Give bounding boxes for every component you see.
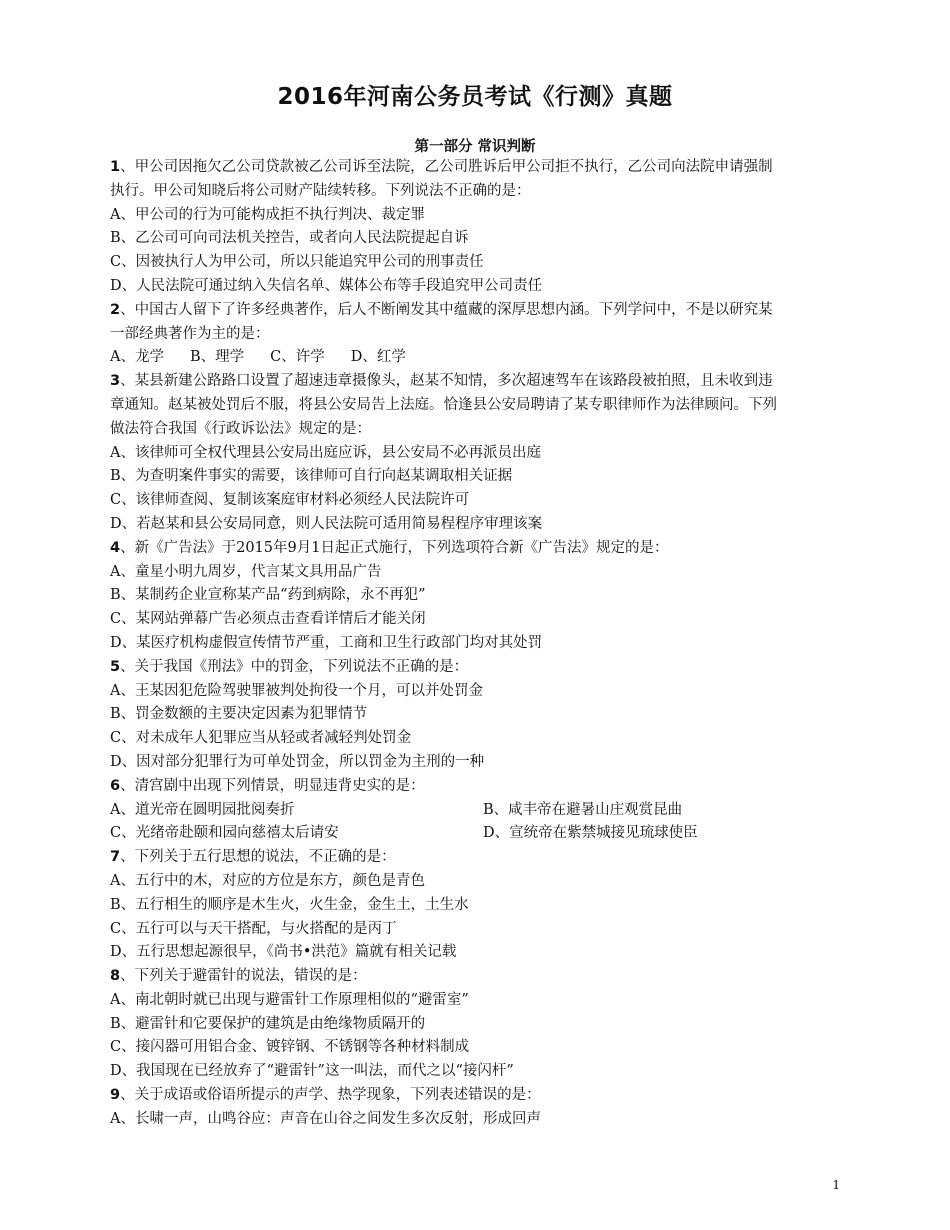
question-text: 下列关于避雷针的说法，错误的是：: [134, 968, 367, 985]
option-a: A、道光帝在圆明园批阅奏折: [110, 801, 295, 818]
question-text: 关于成语或俗语所提示的声学、热学现象，下列表述错误的是：: [134, 1087, 541, 1104]
option-b: B、为查明案件事实的需要，该律师可自行向赵某调取相关证据: [110, 468, 513, 485]
question-text: 甲公司因拖欠乙公司贷款被乙公司诉至法院，乙公司胜诉后甲公司拒不执行，乙公司向法院申请强制: [134, 159, 773, 175]
options-row: [110, 822, 844, 846]
option-b: B、罚金数额的主要决定因素为犯罪情节: [110, 706, 368, 723]
option-c: C、对未成年人犯罪应当从轻或者减轻判处罚金: [110, 730, 412, 747]
question-number: 4: [110, 539, 121, 556]
option-b: B、五行相生的顺序是木生火，火生金，金生土，土生水: [110, 896, 469, 913]
option-c: C、许学: [270, 349, 325, 366]
question-number: 7: [110, 849, 121, 866]
option-c: C、五行可以与天干搭配，与火搭配的是丙丁: [110, 920, 397, 937]
question-4: 4、新《广告法》于2015年9月1日起正式施行，下列选项符合新《广告法》规定的是： A、童星小明九周岁，代言某文具用品广告 B、某制药企业宣称某产品“药到病除，永不再犯” C、某网站弹幕广告必须点击查看详情后才能关闭 D、某医疗机构虚假宣传情节严重，工商和卫生行政部门均对其处罚: [110, 537, 844, 656]
option-a: A、童星小明九周岁，代言某文具用品广告: [110, 563, 382, 580]
question-number: 9: [110, 1087, 121, 1104]
page-number: 1: [832, 1178, 840, 1192]
question-text: 中国古人留下了许多经典著作，后人不断阐发其中蕴藏的深厚思想内涵。下列学问中，不是以研究某: [134, 301, 773, 318]
option-b: B、某制药企业宣称某产品“药到病除，永不再犯”: [110, 587, 426, 604]
question-text: 做法符合我国《行政诉讼法》规定的是：: [110, 420, 371, 437]
option-b: B、乙公司可向司法机关控告，或者向人民法院提起自诉: [110, 230, 469, 247]
option-d: D、我国现在已经放弃了“避雷针”这一叫法，而代之以“接闪杆”: [110, 1063, 514, 1080]
question-text: 关于我国《刑法》中的罚金，下列说法不正确的是：: [134, 658, 469, 675]
option-b: B、理学: [189, 349, 245, 366]
option-a: A、甲公司的行为可能构成拒不执行判决、裁定罪: [110, 206, 425, 223]
question-text: 某县新建公路路口设置了超速违章摄像头，赵某不知情，多次超速驾车在该路段被拍照，且未收到违: [134, 373, 773, 390]
option-d: D、因对部分犯罪行为可单处罚金，所以罚金为主刑的一种: [110, 753, 485, 770]
option-a: A、该律师可全权代理县公安局出庭应诉，县公安局不必再派员出庭: [110, 444, 541, 461]
options-row: [110, 799, 844, 823]
option-b: B、咸丰帝在避暑山庄观赏昆曲: [483, 801, 683, 818]
option-d: D、五行思想起源很早，《尚书•洪范》篇就有相关记载: [110, 944, 457, 961]
option-c: C、该律师查阅、复制该案庭审材料必须经人民法院许可: [110, 492, 470, 509]
question-number: 5: [110, 658, 121, 675]
question-7: 7、下列关于五行思想的说法，不正确的是： A、五行中的木，对应的方位是东方，颜色是青色 B、五行相生的顺序是木生火，火生金，金生土，土生水 C、五行可以与天干搭配，与火搭配的是丙丁 D、五行思想起源很早，《尚书•洪范》篇就有相关记载: [110, 846, 844, 965]
option-d: D、若赵某和县公安局同意，则人民法院可适用简易程程序审理该案: [110, 515, 543, 532]
option-a: A、龙学: [110, 349, 164, 366]
question-text: 执行。甲公司知晓后将公司财产陆续转移。下列说法不正确的是：: [110, 182, 531, 199]
question-text: 章通知。赵某被处罚后不服，将县公安局告上法庭。恰逢县公安局聘请了某专职律师作为法律顾问。下列: [110, 396, 777, 413]
option-d: D、红学: [350, 349, 406, 366]
option-a: A、南北朝时就已出现与避雷针工作原理相似的“避雷室”: [110, 991, 469, 1008]
option-d: D、宣统帝在紫禁城接见琉球使臣: [483, 825, 698, 842]
option-c: C、光绪帝赴颐和园向慈禧太后请安: [110, 825, 339, 842]
option-b: B、避雷针和它要保护的建筑是由绝缘物质隔开的: [110, 1015, 426, 1032]
question-5: 5、关于我国《刑法》中的罚金，下列说法不正确的是： A、王某因犯危险驾驶罪被判处拘役一个月，可以并处罚金 B、罚金数额的主要决定因素为犯罪情节 C、对未成年人犯罪应当从轻或者减轻判处罚金 D、因对部分犯罪行为可单处罚金，所以罚金为主刑的一种: [110, 656, 844, 775]
option-c: C、接闪器可用铝合金、镀锌钢、不锈钢等各种材料制成: [110, 1039, 470, 1056]
option-c: C、某网站弹幕广告必须点击查看详情后才能关闭: [110, 611, 426, 628]
question-text: 下列关于五行思想的说法，不正确的是：: [134, 849, 396, 866]
question-text: 新《广告法》于2015年9月1日起正式施行，下列选项符合新《广告法》规定的是：: [134, 539, 669, 556]
question-number: 1: [110, 159, 121, 175]
question-list: [110, 156, 844, 1132]
option-c: C、因被执行人为甲公司，所以只能追究甲公司的刑事责任: [110, 254, 484, 271]
question-9: 9、关于成语或俗语所提示的声学、热学现象，下列表述错误的是： A、长啸一声，山鸣谷应：声音在山谷之间发生多次反射，形成回声: [110, 1084, 844, 1132]
option-a: A、长啸一声，山鸣谷应：声音在山谷之间发生多次反射，形成回声: [110, 1110, 541, 1127]
page-title: 2016年河南公务员考试《行测》真题: [277, 84, 673, 110]
question-text: 一部经典著作为主的是：: [110, 325, 270, 342]
option-d: D、某医疗机构虚假宣传情节严重，工商和卫生行政部门均对其处罚: [110, 634, 543, 651]
option-a: A、王某因犯危险驾驶罪被判处拘役一个月，可以并处罚金: [110, 682, 483, 699]
question-3: 3、某县新建公路路口设置了超速违章摄像头，赵某不知情，多次超速驾车在该路段被拍照，且未收到违 章通知。赵某被处罚后不服，将县公安局告上法庭。恰逢县公安局聘请了某专职律师作为法律顾问。下列 做法符合我国《行政诉讼法》规定的是： A、该律师可全权代理县公安局出庭应诉，县公安局不必再派员出庭 B、为查明案件事实的需要，该律师可自行向赵某调取相关证据 C、该律师查阅、复制该案庭审材料必须经人民法院许可 D、若赵某和县公安局同意，则人民法院可适用简易程程序审理该案: [110, 370, 844, 537]
options-row: [110, 346, 844, 370]
question-number: 8: [110, 968, 121, 985]
question-2: 2、中国古人留下了许多经典著作，后人不断阐发其中蕴藏的深厚思想内涵。下列学问中，不是以研究某 一部经典著作为主的是： A、龙学 B、理学 C、许学 D、红学: [110, 299, 844, 370]
option-a: A、五行中的木，对应的方位是东方，颜色是青色: [110, 872, 425, 889]
question-8: 8、下列关于避雷针的说法，错误的是： A、南北朝时就已出现与避雷针工作原理相似的“避雷室” B、避雷针和它要保护的建筑是由绝缘物质隔开的 C、接闪器可用铝合金、镀锌钢、不锈钢等各种材料制成 D、我国现在已经放弃了“避雷针”这一叫法，而代之以“接闪杆”: [110, 965, 844, 1084]
question-number: 3: [110, 373, 121, 390]
question-1: 1、甲公司因拖欠乙公司贷款被乙公司诉至法院，乙公司胜诉后甲公司拒不执行，乙公司向法院申请强制 执行。甲公司知晓后将公司财产陆续转移。下列说法不正确的是： A、甲公司的行为可能构成拒不执行判决、裁定罪 B、乙公司可向司法机关控告，或者向人民法院提起自诉 C、因被执行人为甲公司，所以只能追究甲公司的刑事责任 D、人民法院可通过纳入失信名单、媒体公布等手段追究甲公司责任: [110, 156, 844, 299]
section-heading: 第一部分 常识判断: [414, 139, 536, 155]
question-6: 6、清宫剧中出现下列情景，明显违背史实的是： A、道光帝在圆明园批阅奏折 B、咸丰帝在避暑山庄观赏昆曲 C、光绪帝赴颐和园向慈禧太后请安 D、宣统帝在紫禁城接见琉球使臣: [110, 775, 844, 846]
question-text: 清宫剧中出现下列情景，明显违背史实的是：: [134, 777, 425, 794]
option-d: D、人民法院可通过纳入失信名单、媒体公布等手段追究甲公司责任: [110, 277, 543, 294]
question-number: 2: [110, 301, 121, 318]
question-number: 6: [110, 777, 121, 794]
